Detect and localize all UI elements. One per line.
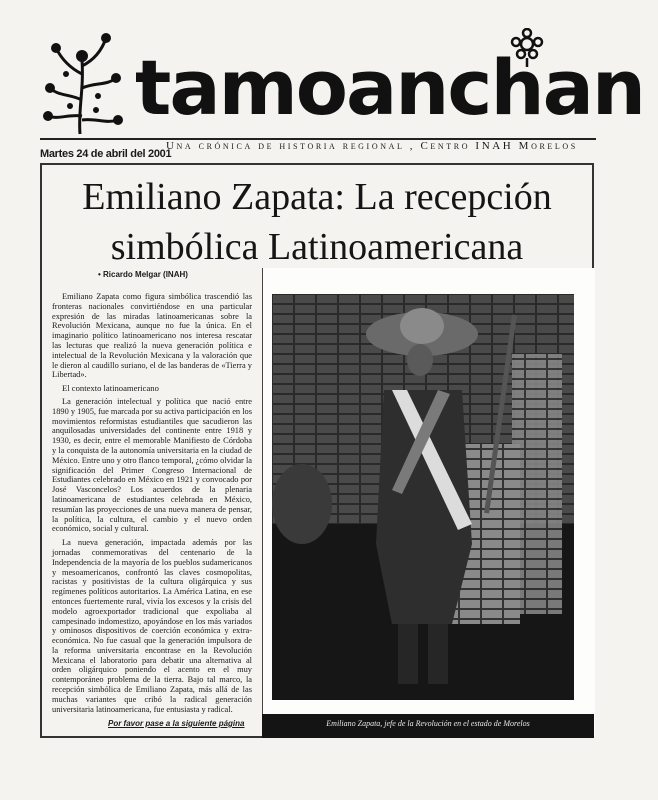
article-paragraph-2: La generación intelectual y política que nació entre 1890 y 1905, fue marcada por su activa participación en los movimientos reformistas estudiantiles que sacudieron las anquilosadas universidades del continente entre 1918 y 1930, es decir, entre el memorable Manifiesto de Córdoba y la conquista de la autonomía universitaria en la ciudad de México. Entre uno y otro flanco temporal, ¿cómo olvidar la significación del Primer Congreso Internacional de Estudiantes celebrado en México en 1921 y convocado por José Vasconcelos? Los acuerdos de la plenaria latinoamericana de estudiantes celebrada en México, resumían las proyecciones de una nueva manera de pensar, la política, la cultura, el cambio y el nuevo orden económico, social y cultural. bbox=[52, 396, 252, 534]
continue-link[interactable]: Por favor pase a la siguiente página bbox=[108, 719, 245, 728]
article-body bbox=[52, 292, 252, 718]
headline-line-2: simbólica Latinoamericana bbox=[110, 226, 524, 268]
article-paragraph-1: Emiliano Zapata como figura simbólica trascendió las fronteras nacionales convirtiéndose en una particular expresión de las miradas latinoamericanas sobre la Revolución Mexicana, aunque no fue la única. En el imaginario político latinoamericano nos interesa rescatar las lecturas que realizó la nueva generación política e intelectual de la Revolución Mexicana y la valoración que le dieron al caudillo suriano, el de las banderas de «Tierra y Libertad». bbox=[52, 292, 252, 380]
glyph-logo-icon bbox=[40, 30, 124, 138]
masthead-tagline: Una crónica de historia regional , Centro INAH Morelos bbox=[166, 140, 578, 152]
headline-line-1: Emiliano Zapata: La recepción bbox=[82, 176, 552, 218]
article-paragraph-3: La nueva generación, impactada además por las jornadas conmemorativas del centenario de la Independencia de la mayoría de los pueblos sudamericanos y mesoamericanos, confrontó las claves cosmopolitas, racistas y positivistas de la cultura oligárquica y sus regímenes políticos autoritarios. La América Latina, en ese entonces fuertemente rural, vivía los excesos y la crisis del modelo agroexportador tradicional que expoliaba al campesinado indomestizo, apoyándose en los más variados y ominosos dispositivos de coerción económica y extra-económica. No fue casual que la generación impulsora de la reforma universitaria encontrase en la Revolución Mexicana el laboratorio para debatir una alternativa al orden oligárquico poniendo el acento en el muy contemporáneo problema de la tierra. Bajo tal marco, la recepción simbólica de Emiliano Zapata, más allá de las muchas variantes que cribó la radical generación universitaria latinoamericana, fue entusiasta y radical. bbox=[52, 538, 252, 714]
issue-date: Martes 24 de abril del 2001 bbox=[40, 148, 172, 160]
headline bbox=[40, 172, 594, 272]
byline: • Ricardo Melgar (INAH) bbox=[98, 270, 188, 279]
zapata-photo bbox=[272, 294, 574, 700]
photo-caption: Emiliano Zapata, jefe de la Revolución en el estado de Morelos bbox=[326, 719, 530, 728]
section-heading: El contexto latinoamericano bbox=[62, 383, 159, 394]
masthead-title: tamoanchan bbox=[135, 43, 644, 132]
